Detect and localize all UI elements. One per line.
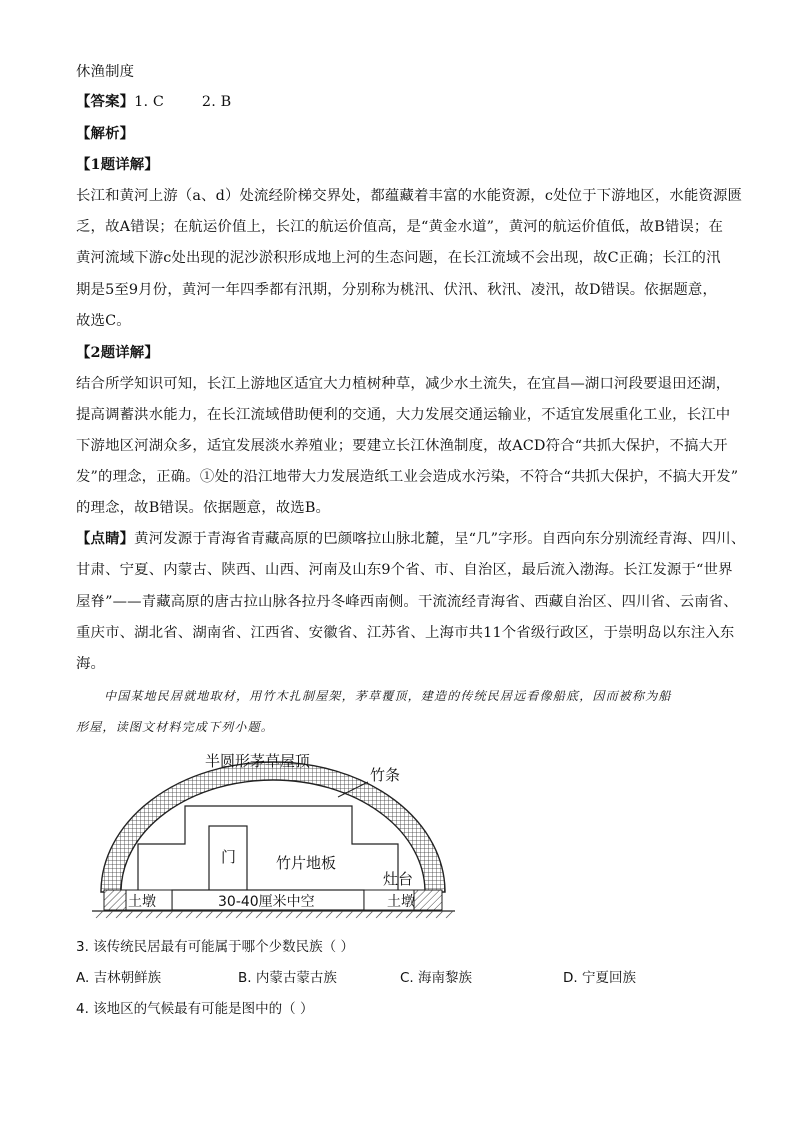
door-label: 门 (221, 848, 237, 866)
q2-detail-line: 的理念，故B错误。依据题意，故选B。 (76, 500, 331, 516)
ground-hatching (96, 911, 453, 918)
roof-label: 半圆形茅草屋顶 (205, 752, 311, 770)
question-4-stem: 4. 该地区的气候最有可能是图中的（ ） (76, 1001, 314, 1017)
intro-line: 形屋，读图文材料完成下列小题。 (76, 720, 275, 734)
question-3-option-c: C. 海南黎族 (400, 970, 473, 986)
q1-detail-line: 期是5至9月份，黄河一年四季都有汛期，分别称为桃汛、伏汛、秋汛、凌汛，故D错误。依据题意， (76, 282, 718, 298)
key-points-line: 屋脊”——青藏高原的唐古拉山脉各拉丹冬峰西南侧。干流流经青海省、西藏自治区、四川省、云南省、 (76, 594, 738, 610)
stove-label: 灶台 (383, 870, 414, 888)
bamboo-label: 竹条 (370, 766, 401, 784)
right-mound-hatch (414, 890, 442, 910)
key-points-line: 海。 (76, 656, 106, 672)
q2-detail-line: 发”的理念，正确。①处的沿江地带大力发展造纸工业会造成水污染，不符合“共抓大保护，不搞大开发” (76, 469, 739, 485)
q2-detail-line: 结合所学知识可知，长江上游地区适宜大力植树种草，减少水土流失，在宜昌—湖口河段要退田还湖， (76, 376, 731, 392)
left-mound-hatch (104, 890, 126, 910)
q2-detail-title: 【2题详解】 (76, 344, 159, 361)
header-line: 休渔制度 (76, 64, 135, 80)
q2-detail-line: 下游地区河湖众多，适宜发展淡水养殖业；要建立长江休渔制度，故ACD符合“共抓大保护，不搞大开 (76, 438, 728, 454)
right-base-label: 土墩 (387, 894, 415, 910)
answer-text: 1. C 2. B (134, 94, 232, 110)
analysis-label: 【解析】 (76, 125, 135, 142)
floor-label: 竹片地板 (276, 854, 337, 872)
q1-detail-line: 黄河流域下游c处出现的泥沙淤积形成地上河的生态问题，在长江流域不会出现，故C正确；长江的汛 (76, 250, 721, 266)
q1-detail-line: 故选C。 (76, 313, 131, 329)
question-3-stem: 3. 该传统民居最有可能属于哪个少数民族（ ） (76, 939, 354, 955)
question-3-option-b: B. 内蒙古蒙古族 (238, 970, 337, 986)
key-points-label: 【点睛】 (76, 530, 135, 547)
q2-detail-line: 提高调蓄洪水能力，在长江流域借助便利的交通，大力发展交通运输业，不适宜发展重化工业，长江中 (76, 407, 731, 423)
gap-label: 30-40厘米中空 (218, 894, 315, 910)
left-base-label: 土墩 (128, 894, 156, 910)
key-points-line: 甘肃、宁夏、内蒙古、陕西、山西、河南及山东9个省、市、自治区，最后流入渤海。长江发源于“世界 (76, 562, 733, 578)
answer-line (76, 92, 231, 112)
q1-detail-line: 乏，故A错误；在航运价值上，长江的航运价值高，是“黄金水道”，黄河的航运价值低，故B错误；在 (76, 219, 723, 235)
boat-house-diagram (0, 740, 794, 930)
intro-line: 中国某地民居就地取材，用竹木扎制屋架，茅草覆顶，建造的传统民居远看像船底，因而被称为船 (104, 689, 672, 703)
key-points-text: 黄河发源于青海省青藏高原的巴颜喀拉山脉北麓，呈“几”字形。自西向东分别流经青海、四川、 (134, 531, 746, 547)
key-points-line (76, 529, 745, 549)
q1-detail-title: 【1题详解】 (76, 156, 159, 173)
interior-outline (138, 806, 398, 892)
key-points-line: 重庆市、湖北省、湖南省、江西省、安徽省、江苏省、上海市共11个省级行政区，于崇明岛以东注入东 (76, 625, 735, 641)
question-3-option-d: D. 宁夏回族 (563, 970, 636, 986)
answer-label: 【答案】 (76, 93, 135, 110)
question-3-option-a: A. 吉林朝鲜族 (76, 970, 162, 986)
q1-detail-line: 长江和黄河上游（a、d）处流经阶梯交界处，都蕴藏着丰富的水能资源，c处位于下游地区，水能资源匮 (76, 188, 743, 204)
